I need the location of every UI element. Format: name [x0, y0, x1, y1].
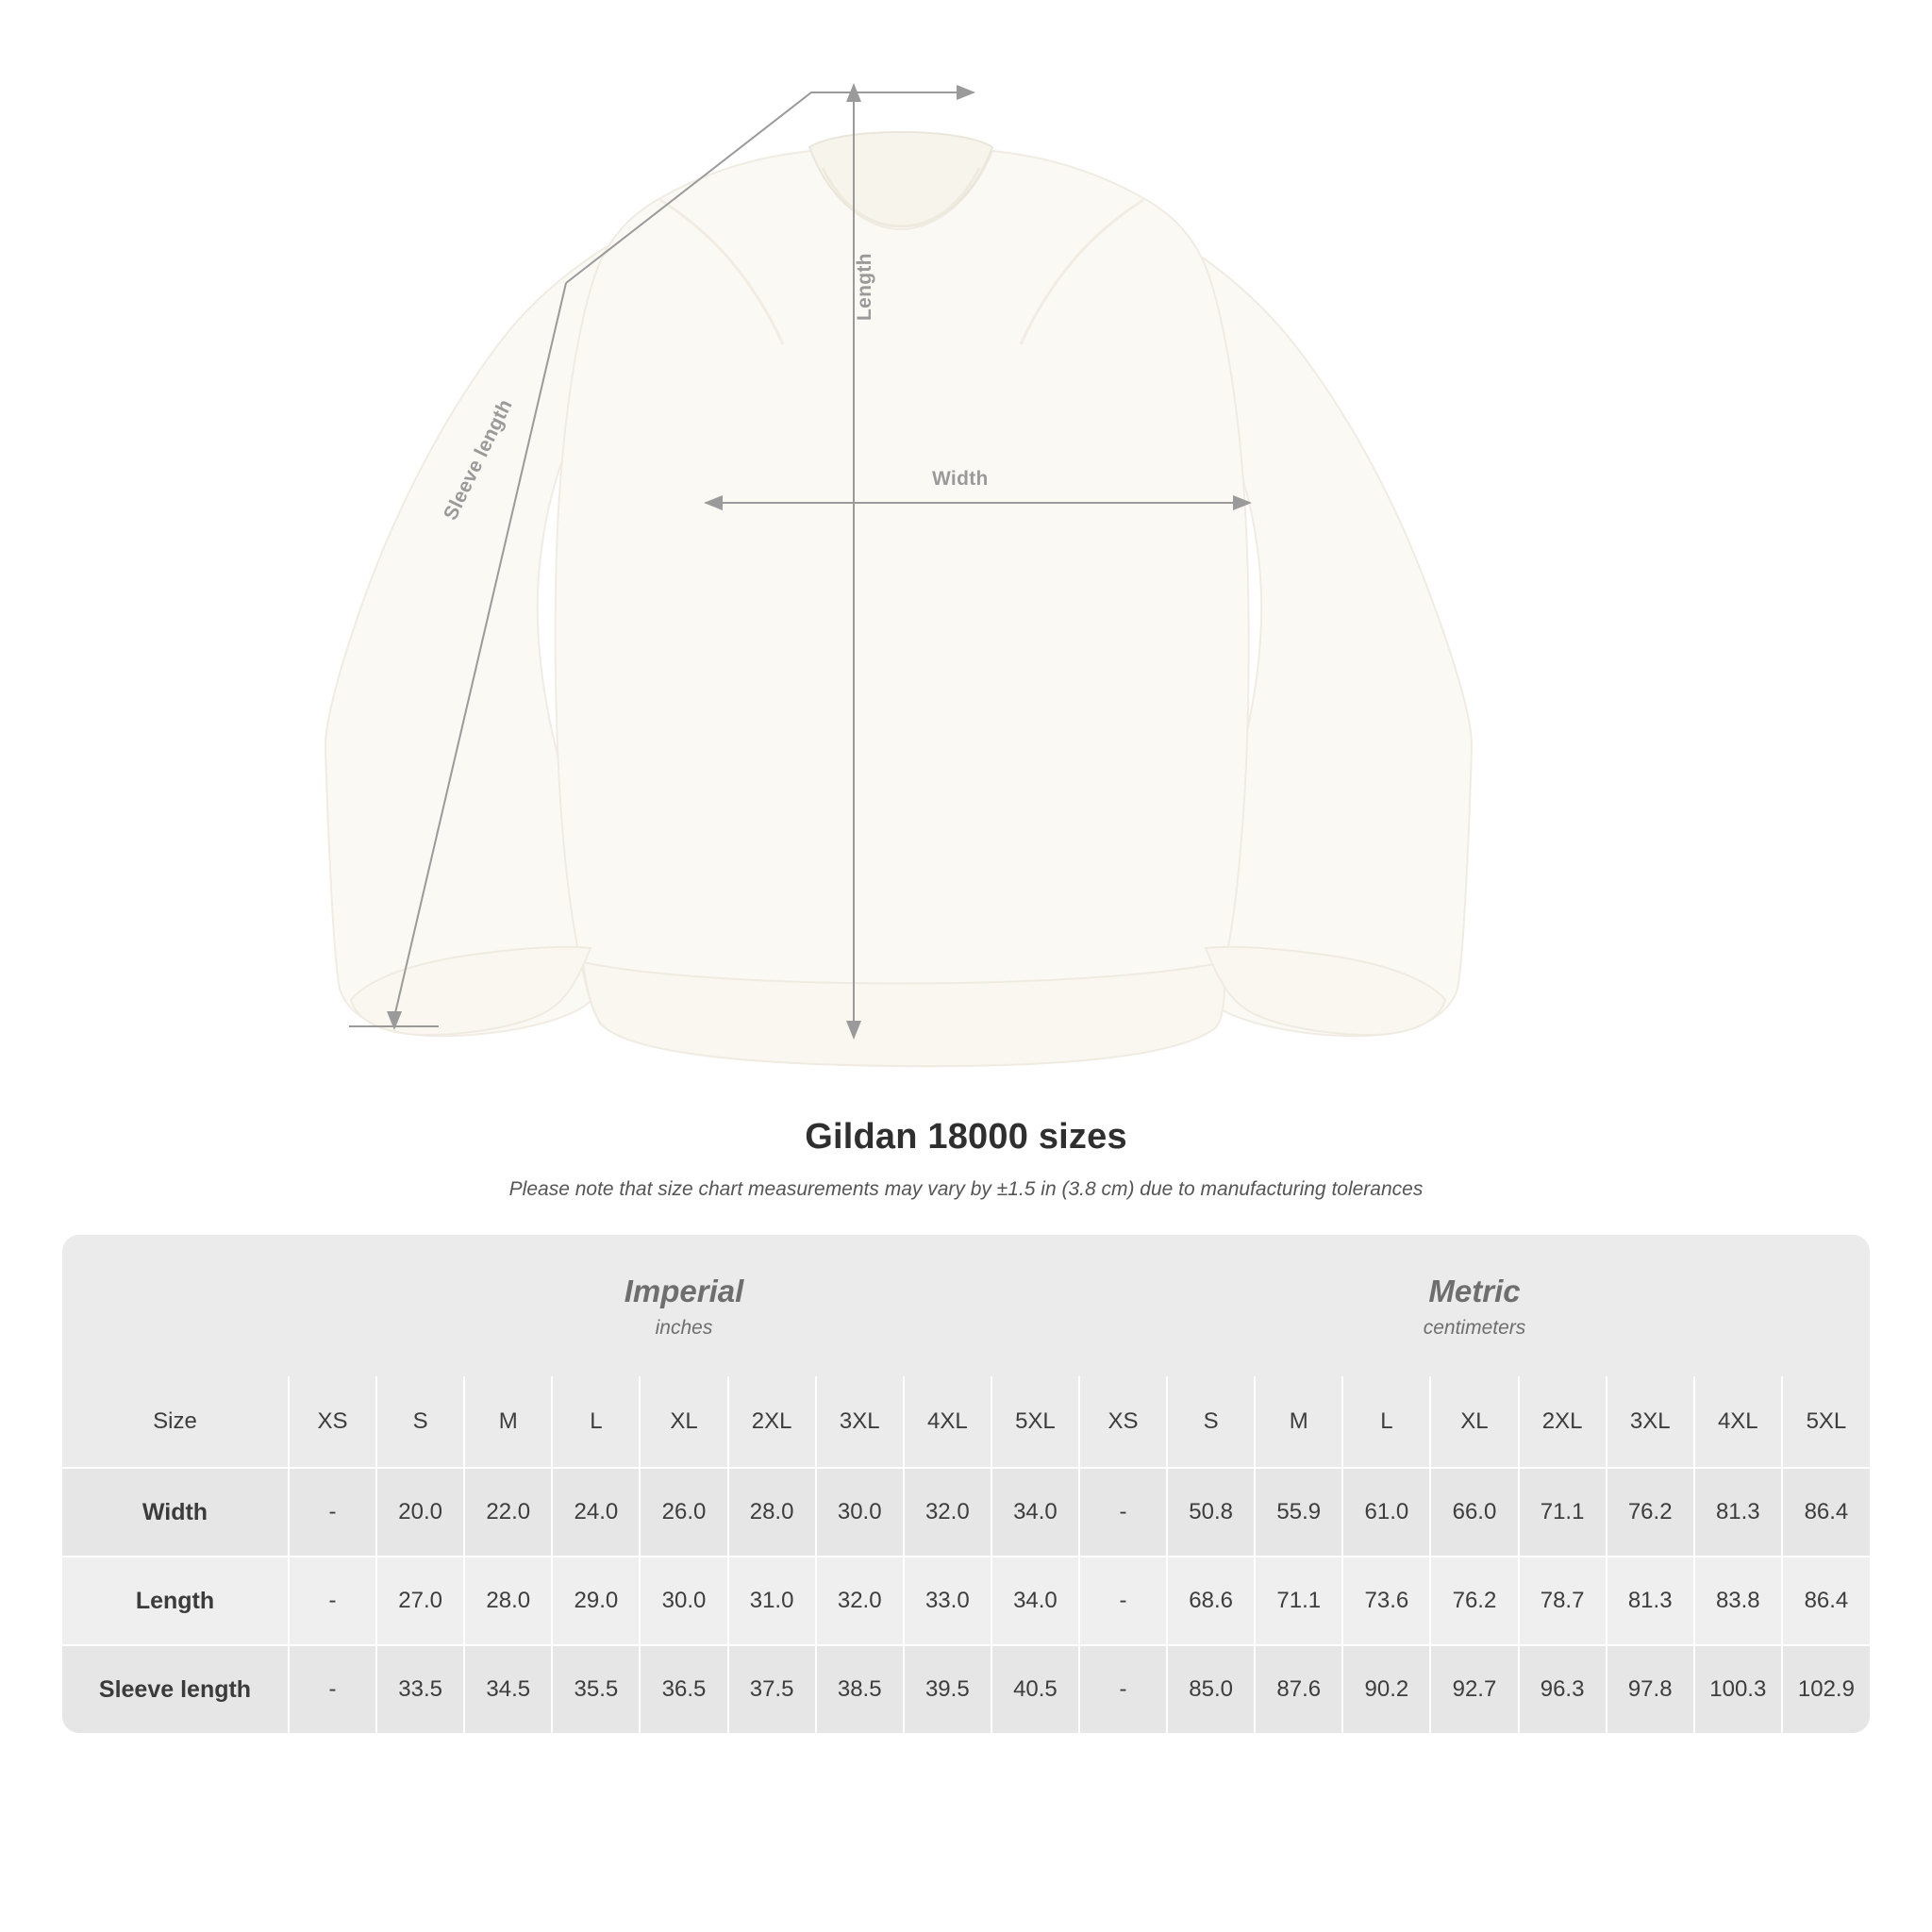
measurement-cell: 81.3 [1607, 1557, 1694, 1645]
measurement-cell: 50.8 [1167, 1468, 1255, 1557]
table-row [62, 1557, 1870, 1645]
table-row [62, 1468, 1870, 1557]
measurement-cell: 86.4 [1782, 1468, 1870, 1557]
measurement-cell: 76.2 [1607, 1468, 1694, 1557]
size-header-cell: 2XL [728, 1376, 816, 1468]
measurement-cell: 102.9 [1782, 1645, 1870, 1733]
measurement-cell: 71.1 [1255, 1557, 1342, 1645]
size-header-cell: 3XL [1607, 1376, 1694, 1468]
size-header-cell: M [1255, 1376, 1342, 1468]
unit-header-metric [1079, 1235, 1870, 1376]
measurement-cell: 32.0 [816, 1557, 904, 1645]
page-title: Gildan 18000 sizes [805, 1117, 1127, 1157]
tolerance-note: Please note that size chart measurements may vary by ±1.5 in (3.8 cm) due to manufacturing tolerances [508, 1178, 1424, 1200]
measurement-cell: 22.0 [464, 1468, 552, 1557]
size-header-cell: 4XL [1694, 1376, 1782, 1468]
size-header-cell: 5XL [1782, 1376, 1870, 1468]
measurement-cell: 28.0 [464, 1557, 552, 1645]
unit-header-imperial [289, 1235, 1079, 1376]
unit-title-imperial: Imperial [624, 1274, 744, 1309]
size-header-cell: L [552, 1376, 640, 1468]
measurement-cell: 81.3 [1694, 1468, 1782, 1557]
measurement-cell: 61.0 [1342, 1468, 1430, 1557]
sweatshirt-shape [325, 132, 1472, 1066]
measurement-cell: 29.0 [552, 1557, 640, 1645]
size-header-cell: 4XL [904, 1376, 991, 1468]
size-table [62, 1235, 1870, 1733]
size-header-cell: 2XL [1519, 1376, 1607, 1468]
measurement-cell: 37.5 [728, 1645, 816, 1733]
unit-title-metric: Metric [1428, 1274, 1521, 1309]
measurement-cell: 20.0 [376, 1468, 464, 1557]
size-header-cell: M [464, 1376, 552, 1468]
measurement-cell: - [1079, 1645, 1167, 1733]
measurement-cell: 96.3 [1519, 1645, 1607, 1733]
measurement-cell: 30.0 [640, 1557, 727, 1645]
size-table-container [62, 1235, 1870, 1733]
measurement-cell: 33.0 [904, 1557, 991, 1645]
sleeve-length-dimension-label: Sleeve length [440, 395, 517, 525]
measurement-cell: 73.6 [1342, 1557, 1430, 1645]
measurement-cell: - [289, 1468, 376, 1557]
size-header-cell: XL [640, 1376, 727, 1468]
measurement-cell: 33.5 [376, 1645, 464, 1733]
size-header-cell: 3XL [816, 1376, 904, 1468]
measurement-cell: 34.5 [464, 1645, 552, 1733]
measurement-cell: 85.0 [1167, 1645, 1255, 1733]
measurement-cell: 97.8 [1607, 1645, 1694, 1733]
measurement-cell: 68.6 [1167, 1557, 1255, 1645]
length-dimension-label: Length [854, 253, 875, 321]
size-header-cell: XL [1430, 1376, 1518, 1468]
unit-header-row [62, 1235, 1870, 1376]
measurement-cell: 86.4 [1782, 1557, 1870, 1645]
measurement-cell: 34.0 [991, 1468, 1079, 1557]
measurement-cell: 26.0 [640, 1468, 727, 1557]
size-header-cell: S [376, 1376, 464, 1468]
measurement-cell: 34.0 [991, 1557, 1079, 1645]
size-header-label: Size [62, 1376, 289, 1468]
size-header-cell: 5XL [991, 1376, 1079, 1468]
measurement-cell: 30.0 [816, 1468, 904, 1557]
measurement-cell: 24.0 [552, 1468, 640, 1557]
row-label: Width [62, 1468, 289, 1557]
chart-heading [0, 1117, 1932, 1201]
unit-header-spacer [62, 1235, 289, 1376]
row-label: Sleeve length [62, 1645, 289, 1733]
measurement-cell: 32.0 [904, 1468, 991, 1557]
measurement-cell: - [289, 1557, 376, 1645]
measurement-cell: 100.3 [1694, 1645, 1782, 1733]
unit-subtitle-metric: centimeters [1423, 1316, 1526, 1339]
measurement-cell: - [289, 1645, 376, 1733]
size-header-row [62, 1376, 1870, 1468]
measurement-cell: 28.0 [728, 1468, 816, 1557]
size-header-cell: XS [289, 1376, 376, 1468]
measurement-cell: - [1079, 1468, 1167, 1557]
measurement-cell: 92.7 [1430, 1645, 1518, 1733]
measurement-cell: 27.0 [376, 1557, 464, 1645]
measurement-cell: 83.8 [1694, 1557, 1782, 1645]
measurement-cell: 90.2 [1342, 1645, 1430, 1733]
measurement-cell: 39.5 [904, 1645, 991, 1733]
measurement-cell: 35.5 [552, 1645, 640, 1733]
measurement-cell: 55.9 [1255, 1468, 1342, 1557]
measurement-cell: 66.0 [1430, 1468, 1518, 1557]
measurement-cell: 36.5 [640, 1645, 727, 1733]
measurement-cell: - [1079, 1557, 1167, 1645]
size-header-cell: L [1342, 1376, 1430, 1468]
measurement-cell: 71.1 [1519, 1468, 1607, 1557]
measurement-cell: 38.5 [816, 1645, 904, 1733]
measurement-cell: 87.6 [1255, 1645, 1342, 1733]
row-label: Length [62, 1557, 289, 1645]
size-header-cell: XS [1079, 1376, 1167, 1468]
table-row [62, 1645, 1870, 1733]
unit-subtitle-imperial: inches [655, 1316, 713, 1339]
measurement-cell: 40.5 [991, 1645, 1079, 1733]
width-dimension-label: Width [932, 468, 989, 490]
measurement-cell: 76.2 [1430, 1557, 1518, 1645]
size-header-cell: S [1167, 1376, 1255, 1468]
measurement-cell: 78.7 [1519, 1557, 1607, 1645]
measurement-cell: 31.0 [728, 1557, 816, 1645]
